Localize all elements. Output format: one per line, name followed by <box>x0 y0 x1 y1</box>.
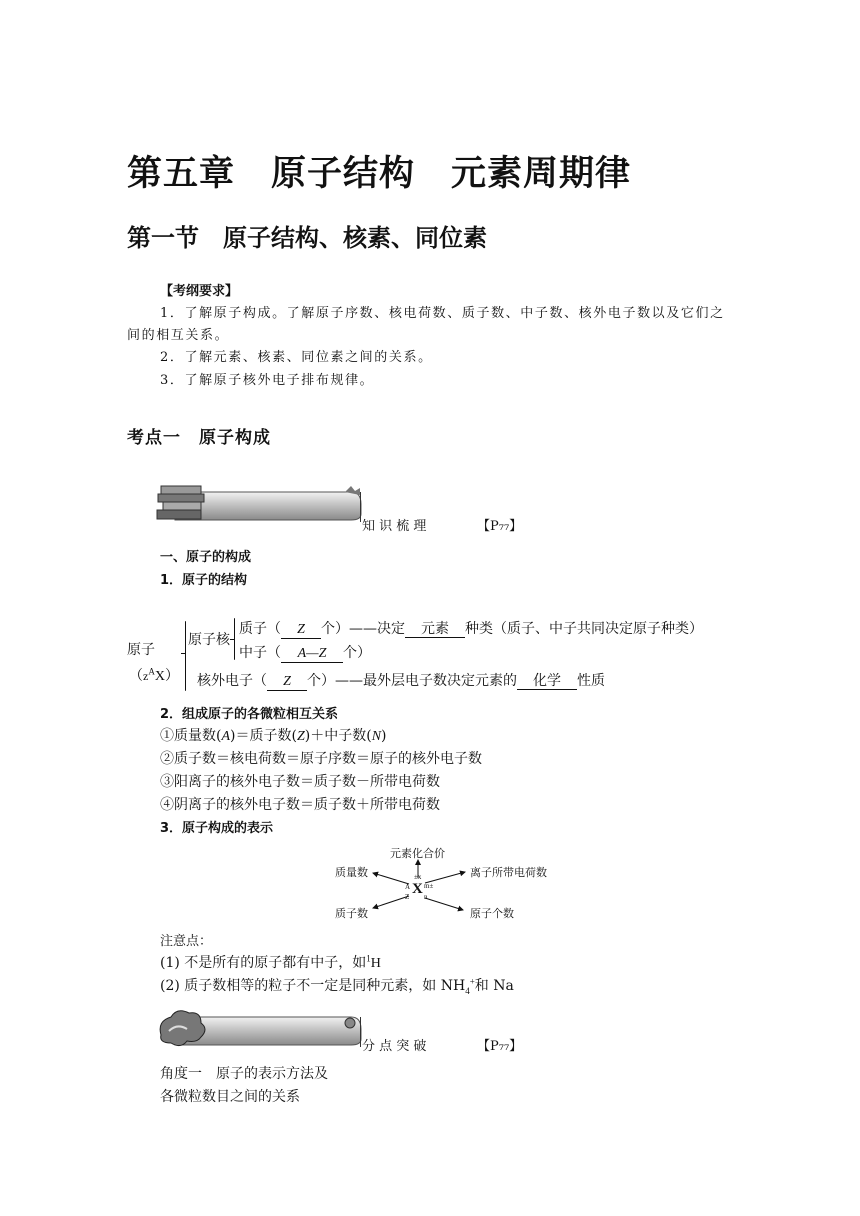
ion-charge-label: 离子所带电荷数 <box>470 866 547 879</box>
section-heading: 一、原子的构成 <box>160 550 252 565</box>
notation-symbol: ±x A X m± Z n <box>405 873 434 901</box>
subsection-heading-3: 3．原子构成的表示 <box>160 821 274 836</box>
atom-label: 原子 <box>127 642 155 658</box>
banner-page-ref: 【P₇₇】 <box>477 519 523 534</box>
electron-line: 核外电子（ Z 个）——最外层电子数决定元素的 化学 性质 <box>197 673 605 689</box>
neutron-line: 中子（ A—Z 个） <box>239 645 371 661</box>
books-icon <box>155 480 375 528</box>
subsection-heading-1: 1．原子的结构 <box>160 573 248 588</box>
atom-structure <box>127 615 747 695</box>
section-title: 第一节 原子结构、核素、同位素 <box>127 224 487 252</box>
angle-line-1: 角度一 原子的表示方法及 <box>160 1066 328 1082</box>
notes-heading: 注意点： <box>160 934 213 949</box>
banner-label: 分 点 突 破 <box>362 1039 427 1054</box>
breakthrough-banner <box>155 1005 535 1053</box>
nucleus-label: 原子核 <box>188 632 230 648</box>
banner-page-ref: 【P₇₇】 <box>477 1039 523 1054</box>
syllabus-heading: 【考纲要求】 <box>160 284 239 299</box>
banner-label: 知 识 梳 理 <box>362 519 427 534</box>
syllabus-item-3: 3．了解原子核外电子排布规律。 <box>160 373 375 388</box>
relation-2: ②质子数＝核电荷数＝原子序数＝原子的核外电子数 <box>160 751 482 767</box>
subsection-heading-2: 2．组成原子的各微粒相互关系 <box>160 707 339 722</box>
cloud-icon <box>155 1005 375 1053</box>
valence-label: 元素化合价 <box>390 847 445 860</box>
inner-brace <box>234 618 235 660</box>
relation-4: ④阴离子的核外电子数＝质子数＋所带电荷数 <box>160 797 440 813</box>
outer-brace <box>185 621 186 691</box>
proton-line: 质子（ Z 个）——决定 元素 种类（质子、中子共同决定原子种类） <box>239 621 703 637</box>
knowledge-banner <box>155 480 535 534</box>
chapter-title: 第五章 原子结构 元素周期律 <box>127 154 632 194</box>
syllabus-item-2: 2．了解元素、核素、同位素之间的关系。 <box>160 350 433 365</box>
relation-3: ③阳离子的核外电子数＝质子数－所带电荷数 <box>160 774 440 790</box>
notation-diagram <box>325 840 565 922</box>
angle-line-2: 各微粒数目之间的关系 <box>160 1089 300 1105</box>
atom-symbol: $(z^AX)$ <box>129 666 179 684</box>
kaodian-title: 考点一 原子构成 <box>127 428 271 448</box>
relation-1: ①质量数(A)＝质子数(Z)＋中子数(N) <box>160 728 387 744</box>
note-1: (1) 不是所有的原子都有中子，如$^1$H <box>160 953 381 971</box>
syllabus-item-1-line-1: 1．了解原子构成。了解原子序数、核电荷数、质子数、中子数、核外电子数以及它们之 <box>160 306 725 321</box>
syllabus-item-1-line-2: 间的相互关系。 <box>127 328 230 343</box>
mass-number-label: 质量数 <box>335 866 368 879</box>
proton-number-label: 质子数 <box>335 907 368 920</box>
atom-count-label: 原子个数 <box>470 907 514 920</box>
note-2: (2) 质子数相等的粒子不一定是同种元素，如 $NH_4^+$和 Na <box>160 976 514 996</box>
